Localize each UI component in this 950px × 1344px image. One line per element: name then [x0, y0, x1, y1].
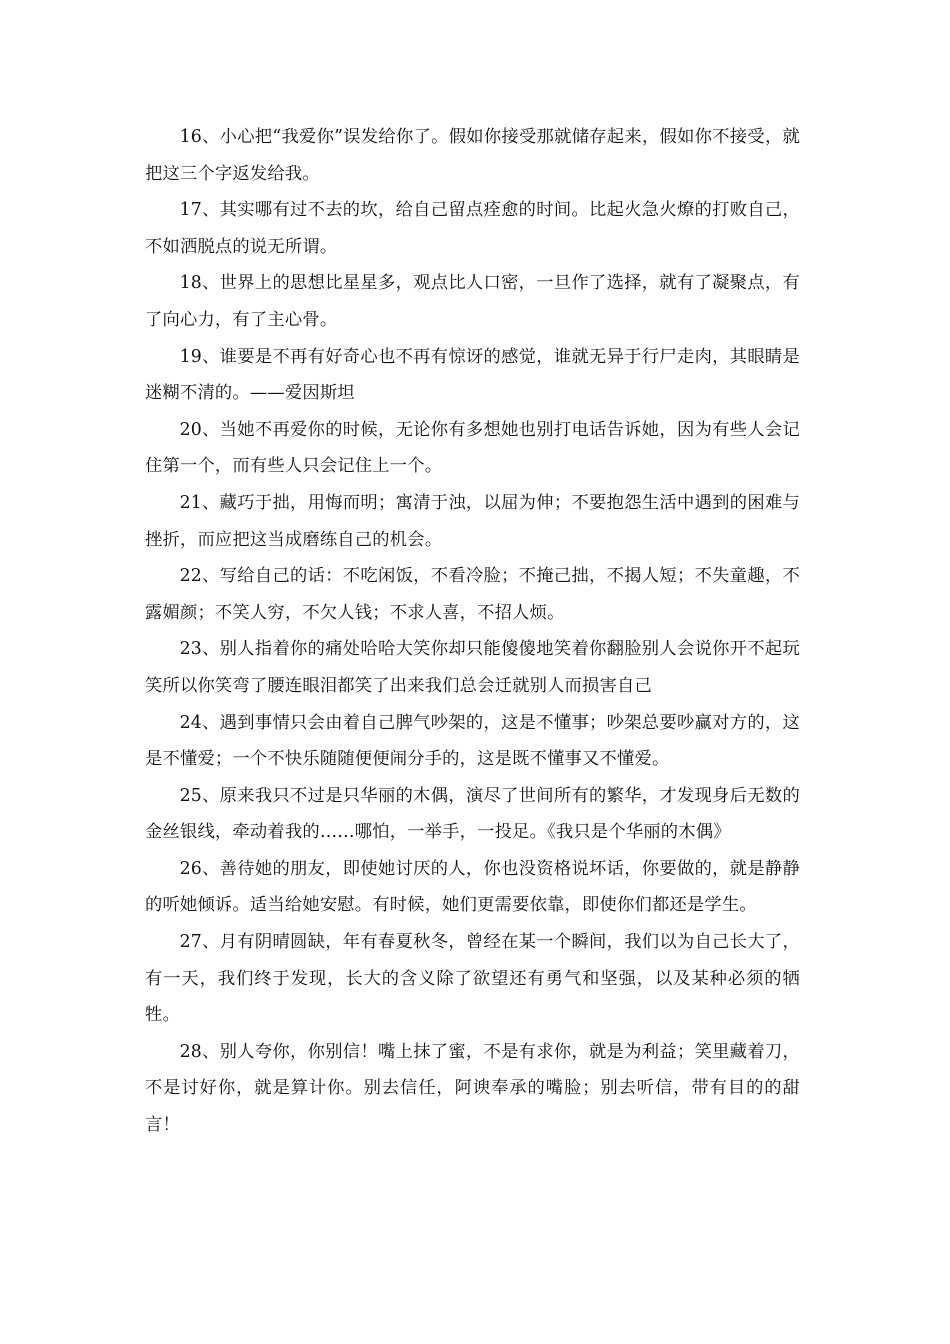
paragraph-25: 25、原来我只不过是只华丽的木偶，演尽了世间所有的繁华，才发现身后无数的金丝银线，牵动着我的……哪怕，一举手，一投足。《我只是个华丽的木偶》	[145, 785, 800, 843]
paragraph-17: 17、其实哪有过不去的坎，给自己留点痊愈的时间。比起火急火燎的打败自己，不如洒脱点的说无所谓。	[145, 200, 800, 257]
paragraph-21: 21、藏巧于拙，用悔而明；寓清于浊，以屈为伸；不要抱怨生活中遇到的困难与挫折，而应把这当成磨练自己的机会。	[145, 492, 800, 550]
paragraph-22: 22、写给自己的话：不吃闲饭，不看冷脸；不掩己拙，不揭人短；不失童趣，不露媚颜；不笑人穷，不欠人钱；不求人喜，不招人烦。	[145, 566, 800, 623]
paragraph-28: 28、别人夸你，你别信！嘴上抹了蜜，不是有求你，就是为利益；笑里藏着刀，不是讨好你，就是算计你。别去信任，阿谀奉承的嘴脸；别去听信，带有目的的甜言！	[145, 1041, 800, 1136]
paragraph-24: 24、遇到事情只会由着自己脾气吵架的，这是不懂事；吵架总要吵赢对方的，这是不懂爱；一个不快乐随随便便闹分手的，这是既不懂事又不懂爱。	[145, 712, 800, 770]
paragraph-26: 26、善待她的朋友，即使她讨厌的人，你也没资格说坏话，你要做的，就是静静的听她倾诉。适当给她安慰。有时候，她们更需要依靠，即使你们都还是学生。	[145, 858, 800, 916]
paragraph-20: 20、当她不再爱你的时候，无论你有多想她也别打电话告诉她，因为有些人会记住第一个，而有些人只会记住上一个。	[145, 419, 800, 477]
paragraph-23: 23、别人指着你的痛处哈哈大笑你却只能傻傻地笑着你翻脸别人会说你开不起玩笑所以你笑弯了腰连眼泪都笑了出来我们总会迁就别人而损害自己	[145, 639, 800, 696]
paragraph-16: 16、小心把“我爱你”误发给你了。假如你接受那就储存起来，假如你不接受，就把这三个字返发给我。	[145, 127, 800, 184]
paragraph-19: 19、谁要是不再有好奇心也不再有惊讶的感觉，谁就无异于行尸走肉，其眼睛是迷糊不清的。——爱因斯坦	[145, 346, 800, 404]
paragraph-18: 18、世界上的思想比星星多，观点比人口密，一旦作了选择，就有了凝聚点，有了向心力，有了主心骨。	[145, 273, 800, 330]
document-body	[145, 119, 800, 1144]
paragraph-27: 27、月有阴晴圆缺，年有春夏秋冬，曾经在某一个瞬间，我们以为自己长大了，有一天，我们终于发现，长大的含义除了欲望还有勇气和坚强，以及某种必须的牺牲。	[145, 932, 800, 1026]
